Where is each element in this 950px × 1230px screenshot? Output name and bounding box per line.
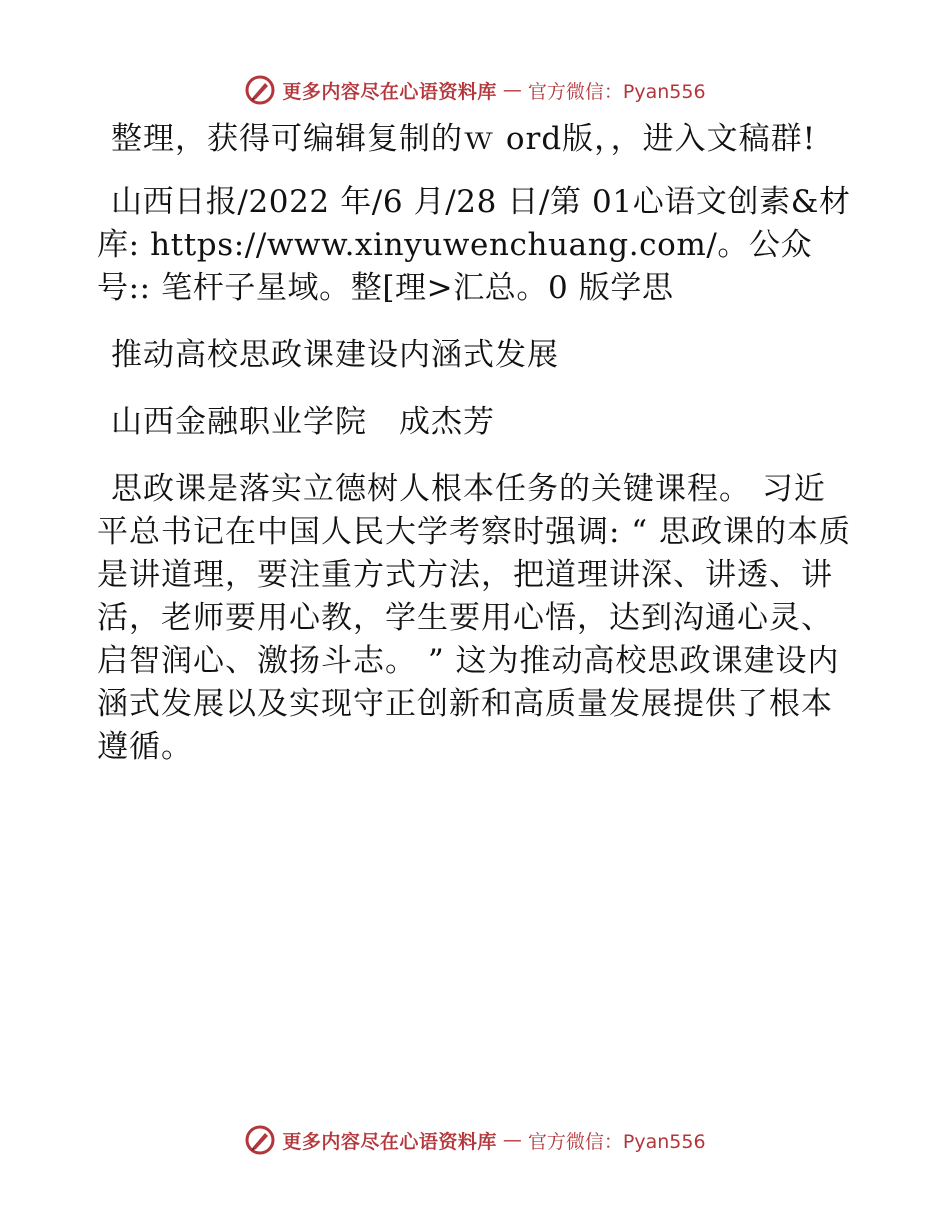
paragraph-intro: 整理，获得可编辑复制的ｗ ord版，，进入文稿群! <box>111 121 817 157</box>
footer-banner <box>0 1120 950 1160</box>
document-body <box>97 118 857 793</box>
article-author: 山西金融职业学院 成杰芳 <box>111 404 495 440</box>
banner-contact: 官方微信：Pyan556 <box>527 80 706 103</box>
banner-separator: — <box>502 1129 522 1151</box>
pen-logo-icon <box>244 74 276 106</box>
article-title: 推动高校思政课建设内涵式发展 <box>111 337 559 373</box>
pen-logo-icon <box>244 1124 276 1156</box>
banner-contact: 官方微信：Pyan556 <box>527 1130 706 1153</box>
banner-text: 更多内容尽在心语资料库 <box>282 1130 497 1153</box>
banner-content <box>244 74 705 106</box>
header-banner <box>0 70 950 110</box>
banner-content <box>244 1124 705 1156</box>
paragraph-body: 思政课是落实立德树人根本任务的关键课程。 习近平总书记在中国人民大学考察时强调: “ 思政课的本质是讲道理，要注重方式方法，把道理讲深、讲透、讲活，老师要用心教，学生要用心悟，达到沟通心灵、启智润心、激扬斗志。 ” 这为推动高校思政课建设内涵式发展以及实现守正创新和高质量发展提供了根本遵循。 <box>97 471 851 765</box>
paragraph-source: 山西日报/2022 年/6 月/28 日/第 01心语文创素&材库: https://www.xinyuwenchuang.com/。公众号:: 笔杆子星域。整[理>汇总。0 版学思 <box>97 184 851 306</box>
banner-text: 更多内容尽在心语资料库 <box>282 80 497 103</box>
banner-separator: — <box>502 79 522 101</box>
